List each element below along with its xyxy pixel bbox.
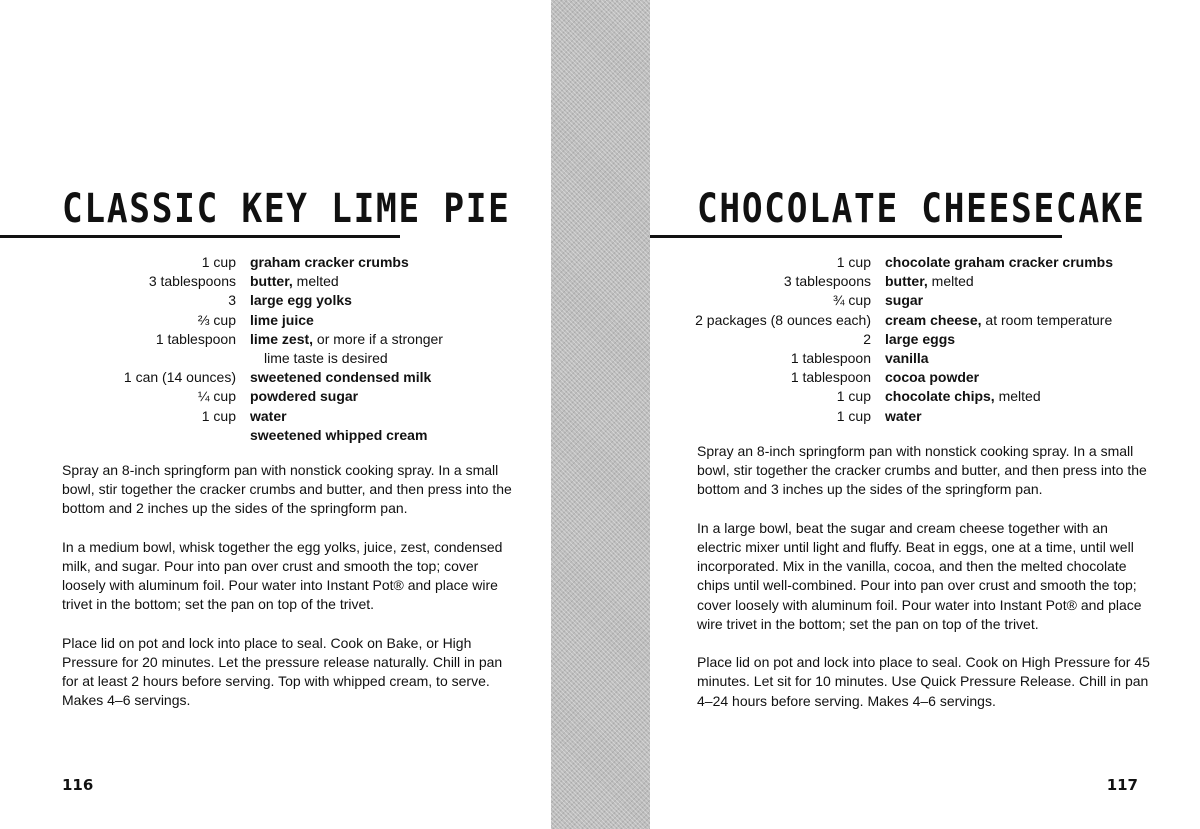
direction-paragraph: Place lid on pot and lock into place to seal. Cook on Bake, or High Pressure for 20 minutes. Let the pressure release naturally. Chill in pan for at least 2 hours before serving. Top with whipped cream, to serve. Makes 4–6 servings. [62,634,503,709]
ingredient-name: sugar [885,292,924,309]
ingredient-name: graham cracker crumbs [250,254,409,270]
ingredient-quantity: 1 tablespoon [790,350,871,367]
ingredient-row-continuation [0,349,443,368]
ingredient-note: melted [998,388,1041,405]
ingredient-row [0,387,443,406]
direction-paragraph: Place lid on pot and lock into place to seal. Cook on High Pressure for 45 minutes. Let sit for 10 minutes. Use Quick Pressure Release. Chill in pan 4–24 hours before serving. Makes 4–6 servings. [697,654,1150,709]
ingredient-row [0,407,443,426]
ingredient-quantity: 3 [228,292,236,309]
ingredient-quantity: ¼ cup [197,388,236,405]
ingredient-row [0,426,443,445]
direction-paragraph: In a medium bowl, whisk together the egg yolks, juice, zest, condensed milk, and sugar. Pour into pan over crust and smooth the top; cover loosely with aluminum foil. Pour water into Instant Pot® and place wire trivet in the bottom; set the pan on top of the trivet. [62,538,503,613]
ingredient-quantity: 3 tablespoons [148,273,236,290]
ingredient-row [650,311,1113,330]
ingredient-quantity: 1 cup [836,388,871,405]
recipe-title: CLASSIC KEY LIME PIE [62,186,511,232]
ingredient-row [0,311,443,330]
ingredient-name: chocolate chips, [885,388,995,405]
ingredient-name: large eggs [885,330,956,347]
ingredient-name: cream cheese, [885,311,982,328]
ingredient-row [650,368,1113,387]
ingredient-name: vanilla [885,350,929,367]
ingredient-list [650,253,1113,426]
ingredient-quantity: 3 tablespoons [783,273,871,290]
ingredient-note-continuation: lime taste is desired [264,350,388,367]
left-page [0,0,551,829]
ingredient-row [650,253,1113,272]
ingredient-quantity: 1 cup [836,254,871,270]
ingredient-name: large egg yolks [250,292,352,309]
ingredient-quantity: 2 packages (8 ounces each) [695,311,871,328]
ingredient-note: at room temperature [985,311,1113,328]
ingredient-quantity: 2 [863,330,871,347]
ingredient-name: chocolate graham cracker crumbs [885,254,1113,270]
ingredient-row [0,272,443,291]
ingredient-name: lime zest, [250,330,314,347]
page-number: 116 [62,776,94,794]
recipe-directions [62,461,517,730]
title-rule [0,235,400,238]
ingredient-note: or more if a stronger [316,330,443,347]
ingredient-quantity: ⅔ cup [197,311,236,328]
title-rule [650,235,1062,238]
ingredient-name: cocoa powder [885,369,980,386]
ingredient-name: powdered sugar [250,388,359,405]
ingredient-quantity: 1 cup [836,407,871,424]
ingredient-name: water [885,407,922,424]
ingredient-note: melted [931,273,974,290]
ingredient-row [650,349,1113,368]
ingredient-name: sweetened whipped cream [250,426,428,443]
ingredient-row [650,387,1113,406]
ingredient-row [0,253,443,272]
ingredient-quantity: 1 cup [201,407,236,424]
ingredient-note: melted [296,273,339,290]
ingredient-row [650,272,1113,291]
direction-paragraph: In a large bowl, beat the sugar and cream cheese together with an electric mixer until light and fluffy. Beat in eggs, one at a time, until well incorporated. Mix in the vanilla, cocoa, and then the melted chocolate chips until well-combined. Pour into pan over crust and smooth the top; cover loosely with aluminum foil. Pour water into Instant Pot® and place wire trivet in the bottom; set the pan on top of the trivet. [697,519,1142,632]
ingredient-row [0,368,443,387]
direction-paragraph: Spray an 8-inch springform pan with nonstick cooking spray. In a small bowl, stir together the cracker crumbs and butter, and then press into the bottom and 3 inches up the sides of the springform pan. [697,443,1147,498]
ingredient-name: butter, [885,273,928,290]
ingredient-list [0,253,443,445]
recipe-directions [697,442,1152,730]
ingredient-quantity: 1 tablespoon [790,369,871,386]
ingredient-row [650,330,1113,349]
ingredient-quantity: ¾ cup [832,292,871,309]
ingredient-quantity: 1 can (14 ounces) [123,369,236,386]
direction-paragraph: Spray an 8-inch springform pan with nonstick cooking spray. In a small bowl, stir together the cracker crumbs and butter, and then press into the bottom and 2 inches up the sides of the springform pan. [62,462,512,517]
ingredient-quantity: 1 cup [201,254,236,270]
book-gutter [551,0,650,829]
ingredient-name: sweetened condensed milk [250,369,432,386]
ingredient-row [0,330,443,349]
ingredient-quantity: 1 tablespoon [155,330,236,347]
ingredient-quantity [0,426,236,445]
page-number: 117 [1106,776,1138,794]
ingredient-name: butter, [250,273,293,290]
ingredient-name: water [250,407,287,424]
ingredient-row [650,407,1113,426]
ingredient-row [0,291,443,310]
right-page [650,0,1200,829]
ingredient-row [650,291,1113,310]
recipe-title: CHOCOLATE CHEESECAKE [697,186,1146,232]
ingredient-name: lime juice [250,311,314,328]
